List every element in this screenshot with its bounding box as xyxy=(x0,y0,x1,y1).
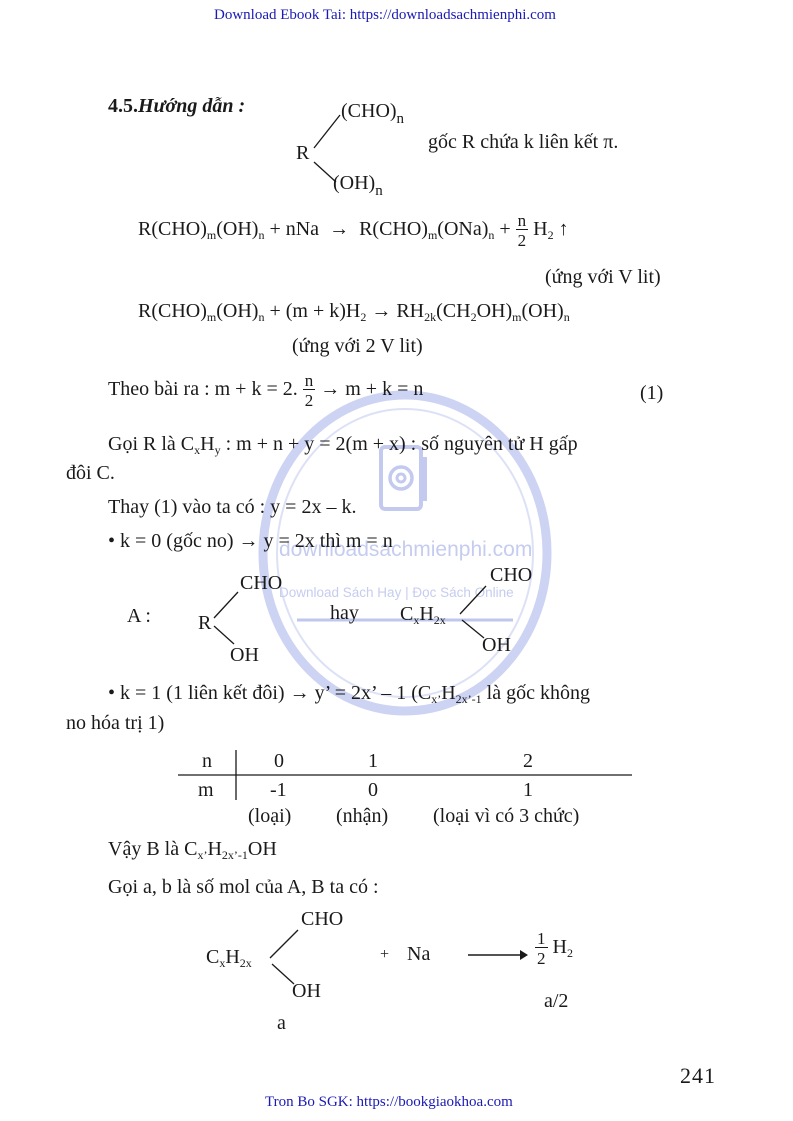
equation-2: $R(CHO)_m(OH)_n + (m + k)H_2 \to RH_{2k}(CH_2OH)_m(OH)_n$ xyxy=(138,300,570,324)
fraction-n-2: $\frac{n}{2}$ xyxy=(304,371,314,410)
struct-a-cho-2: CHO xyxy=(490,564,533,586)
goi-ab-line: Gọi a, b là số mol của A, B ta có : xyxy=(108,876,379,898)
table-note: (loại vì có 3 chức) xyxy=(433,805,580,827)
goi-r-line-1: Gọi R là $C_xH_y$ : m + n + y = 2(m + x) : số nguyên tử H gấp xyxy=(108,433,578,457)
table-cell: 1 xyxy=(368,750,378,772)
table-cell: 0 xyxy=(274,750,284,772)
fraction-1-2: $\frac{1}{2}$ xyxy=(537,929,546,968)
reaction-product: $\frac{1}{2}$ $H_2$ xyxy=(537,929,573,968)
header-link[interactable]: Download Ebook Tai: https://downloadsachmienphi.com xyxy=(214,7,556,23)
k0-line: • k = 0 (gốc no) → y = 2x thì m = n xyxy=(108,530,393,552)
equation-1: $R(CHO)_m(OH)_n$ + nNa → $R(CHO)_m(ONa)_n$ + $\frac{n}{2}$ $H_2$ ↑ xyxy=(138,211,569,250)
struct-a-formula: $C_xH_{2x}$ xyxy=(400,603,446,627)
k1-line-1: • k = 1 (1 liên kết đôi) → y’ = 2x’ – 1 ($C_{x’}H_{2x’-1}$ là gốc không xyxy=(108,682,590,706)
structure-top: $(CHO)_n$ xyxy=(341,100,405,127)
struct-a-cho: CHO xyxy=(240,572,283,594)
reaction-mol-a: a xyxy=(277,1012,286,1034)
fraction-n-2: $\frac{n}{2}$ xyxy=(517,211,527,250)
struct-a-oh: OH xyxy=(230,644,259,666)
struct-a-bonds xyxy=(212,590,252,650)
theo-bai-ra: Theo bài ra : m + k = 2. $\frac{n}{2}$ → m + k = n xyxy=(108,371,424,410)
table-cell: -1 xyxy=(270,779,287,801)
equation-2-note: (ứng với 2 V lit) xyxy=(292,335,423,357)
table-cell: 2 xyxy=(523,750,533,772)
reaction-oh: OH xyxy=(292,980,321,1002)
table-cell: 1 xyxy=(523,779,533,801)
structure-bonds xyxy=(312,110,372,190)
page-number: 241 xyxy=(680,1063,716,1088)
watermark-tagline: Download Sách Hay | Đọc Sách Online xyxy=(279,585,514,600)
thay-line: Thay (1) vào ta có : y = 2x – k. xyxy=(108,496,357,518)
watermark-site: downloadsachmienphi.com xyxy=(279,538,533,561)
k1-line-2: no hóa trị 1) xyxy=(66,712,165,734)
reaction-formula: $C_xH_{2x}$ xyxy=(206,946,252,970)
struct-a-hay: hay xyxy=(330,602,359,624)
table-row-m-label: m xyxy=(198,779,214,801)
table-note: (loại) xyxy=(248,805,292,827)
structure-r: R xyxy=(296,142,310,164)
struct-a-oh-2: OH xyxy=(482,634,511,656)
goi-r-line-2: đôi C. xyxy=(66,462,115,484)
table-note: (nhận) xyxy=(336,805,389,827)
struct-a-label: A : xyxy=(127,605,151,627)
section-heading xyxy=(108,95,245,118)
footer-link[interactable]: Tron Bo SGK: https://bookgiaokhoa.com xyxy=(265,1094,513,1110)
vay-b-line: Vậy B là $C_{x’}H_{2x’-1}OH$ xyxy=(108,838,277,862)
table-row-n-label: n xyxy=(202,750,212,772)
section-title: Hướng dẫn : xyxy=(138,95,246,117)
table-lines xyxy=(178,748,634,808)
structure-note: gốc R chứa k liên kết π. xyxy=(428,131,619,153)
struct-a-r: R xyxy=(198,612,212,634)
table-cell: 0 xyxy=(368,779,378,801)
reaction-plus: + xyxy=(380,946,390,963)
reaction-arrow xyxy=(468,948,528,962)
reaction-na: Na xyxy=(407,943,431,965)
equation-label-1: (1) xyxy=(640,382,664,404)
reaction-bonds xyxy=(268,928,308,988)
reaction-mol-h2: a/2 xyxy=(544,990,569,1012)
reaction-cho: CHO xyxy=(301,908,344,930)
equation-1-note: (ứng với V lit) xyxy=(545,266,661,288)
struct-a-bonds-2 xyxy=(456,584,496,644)
section-number: 4.5. xyxy=(108,95,138,117)
structure-bottom: $(OH)_n$ xyxy=(333,172,383,199)
n-m-table xyxy=(178,748,634,808)
